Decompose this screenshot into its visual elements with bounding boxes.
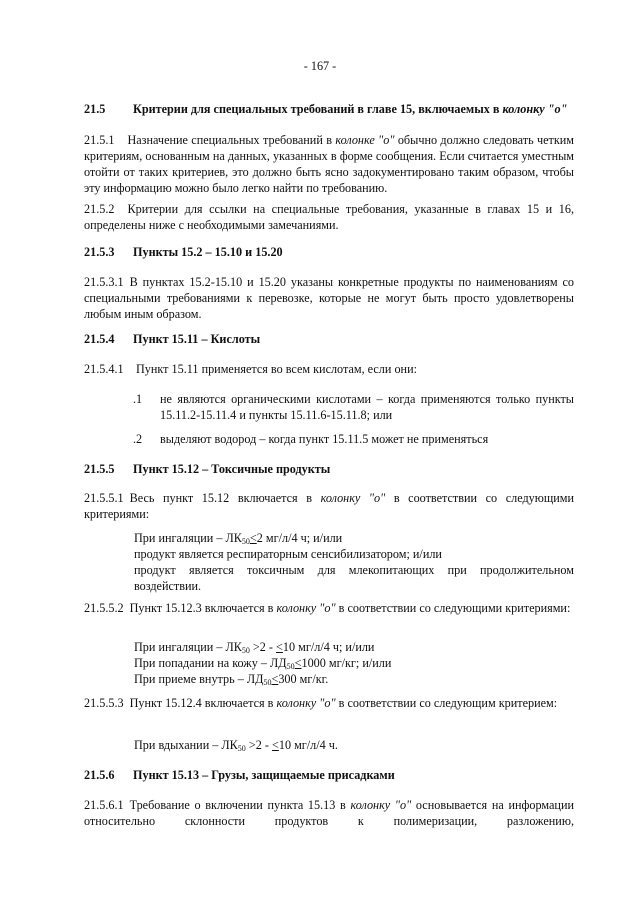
- list-item-number: .2: [133, 432, 143, 446]
- paragraph-21-5-5-1: 21.5.5.1 Весь пункт 15.12 включается в колонку "о" в соответствии со следующими критериями:: [84, 491, 574, 521]
- paragraph-number: 21.5.3.1: [84, 275, 124, 289]
- list-item-text: не являются органическими кислотами – когда применяются только пункты 15.11.2-15.11.4 и пункты 15.11.6-15.11.8; или: [160, 392, 574, 422]
- criterion-oral: При приеме внутрь – $ЛД_{50}<300$ мг/кг.: [134, 672, 329, 687]
- criteria-block-21-5-5-1: [134, 530, 574, 594]
- section-title: Пункт 15.11 – Кислоты: [133, 332, 261, 346]
- section-title: Пункт 15.12 – Токсичные продукты: [133, 462, 331, 476]
- criteria-block-21-5-5-3: [134, 737, 574, 753]
- paragraph-21-5-1: 21.5.1 Назначение специальных требований в колонке "о" обычно должно следовать четким критериям, основанным на данных, указанных в форме сообщения. Если считается уместным отойти от таких критериев, это должно быть ясно задокументировано таким образом, чтобы эту информацию можно было легко найти по требованию.: [84, 133, 575, 195]
- criteria-block-21-5-5-2: [134, 639, 574, 687]
- paragraph-21-5-5-3: 21.5.5.3 Пункт 15.12.4 включается в колонку "о" в соответствии со следующим критерием:: [84, 696, 558, 710]
- paragraph-number: 21.5.2: [84, 202, 115, 216]
- paragraph-number: 21.5.6.1: [84, 798, 124, 812]
- section-number: 21.5.4: [84, 332, 115, 346]
- criterion-inhalation: При ингаляции – $ЛК_{50} >2 - <10$ мг/л/4 ч; и/или: [134, 640, 375, 655]
- list-item-text: выделяют водород – когда пункт 15.11.5 может не применяться: [160, 432, 489, 446]
- paragraph-number: 21.5.4.1: [84, 362, 124, 376]
- section-number: 21.5.5: [84, 462, 115, 476]
- paragraph-21-5-6-1: 21.5.6.1 Требование о включении пункта 15.13 в колонку "о" основывается на информации относительно склонности продуктов к полимеризации, разложению,: [84, 798, 574, 828]
- section-number: 21.5.3: [84, 245, 115, 259]
- section-title: Пункт 15.13 – Грузы, защищаемые присадками: [133, 768, 395, 782]
- paragraph-number: 21.5.1: [84, 133, 115, 147]
- list-item-number: .1: [133, 392, 143, 406]
- paragraph-21-5-3-1: 21.5.3.1 В пунктах 15.2-15.10 и 15.20 указаны конкретные продукты по наименованиям со специальными требованиями к перевозке, которые не могут быть просто удовлетворены любым иным образом.: [84, 275, 574, 321]
- criterion-respiratory: продукт является респираторным сенсибилизатором; и/или: [134, 547, 442, 561]
- paragraph-number: 21.5.5.2: [84, 601, 124, 615]
- criterion-inhalation: При ингаляции – $ЛК_{50}<2$ мг/л/4 ч; и/или: [134, 531, 343, 546]
- criterion-inhalation: При вдыхании – $ЛК_{50} >2 - <10$ мг/л/4 ч.: [134, 738, 338, 753]
- section-title: Критерии для специальных требований в главе 15, включаемых в колонку "о": [133, 102, 568, 116]
- paragraph-text: Пункт 15.11 применяется во всем кислотам, если они:: [136, 362, 417, 376]
- section-title: Пункты 15.2 – 15.10 и 15.20: [133, 245, 283, 259]
- paragraph-21-5-5-2: 21.5.5.2 Пункт 15.12.3 включается в колонку "о" в соответствии со следующими критериями:: [84, 601, 571, 615]
- section-number: 21.5.6: [84, 768, 115, 782]
- paragraph-21-5-2: 21.5.2 Критерии для ссылки на специальные требования, указанные в главах 15 и 16, определены ниже с необходимыми замечаниями.: [84, 202, 574, 232]
- criterion-toxic: продукт является токсичным для млекопитающих при продолжительном воздействии.: [134, 563, 574, 593]
- paragraph-number: 21.5.5.1: [84, 491, 124, 505]
- paragraph-number: 21.5.5.3: [84, 696, 124, 710]
- section-number: 21.5: [84, 102, 106, 116]
- criterion-skin: При попадании на кожу – $ЛД_{50}<1000$ мг/кг; и/или: [134, 656, 392, 671]
- page-number: - 167 -: [303, 59, 337, 73]
